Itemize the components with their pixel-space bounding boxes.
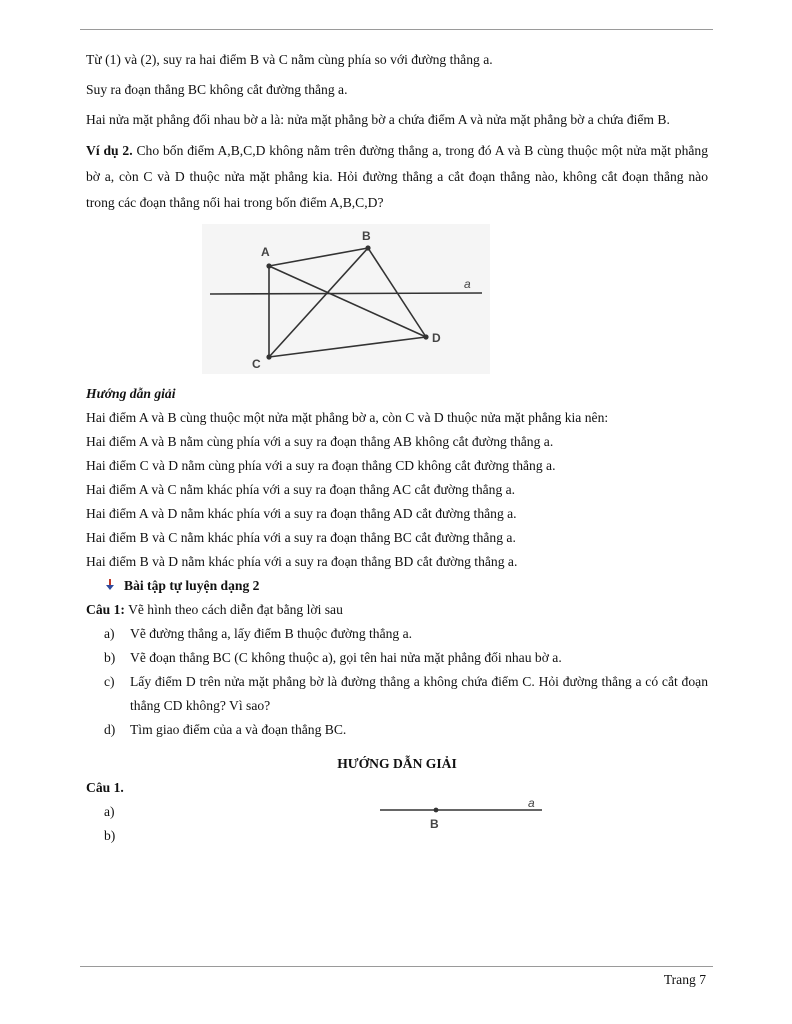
exercise-heading: Bài tập tự luyện dạng 2 <box>124 578 260 593</box>
header-rule <box>80 29 713 30</box>
solution-line: Hai điểm A và C nằm khác phía với a suy ra đoạn thẳng AC cắt đường thẳng a. <box>86 482 516 497</box>
list-item <box>104 718 708 742</box>
answer-a-label: a) <box>104 804 115 819</box>
list-item <box>104 646 708 670</box>
answer-labels <box>104 800 224 848</box>
question-1 <box>86 598 708 622</box>
line-1: Từ (1) và (2), suy ra hai điểm B và C nằm cùng phía so với đường thẳng a. <box>86 52 493 67</box>
label-c: C <box>252 357 261 371</box>
line-2: Suy ra đoạn thẳng BC không cắt đường thẳng a. <box>86 82 348 97</box>
item-label: a) <box>104 626 115 641</box>
solution-line: Hai điểm A và B cùng thuộc một nửa mặt phẳng bờ a, còn C và D thuộc nửa mặt phẳng kia nên: <box>86 410 609 425</box>
item-label: c) <box>104 674 115 689</box>
line-a <box>210 293 482 294</box>
example-label: Ví dụ 2. <box>86 143 133 158</box>
answer-parts <box>86 800 708 848</box>
exercise-heading-row <box>86 574 708 598</box>
point-b <box>434 808 439 813</box>
item-text: Vẽ đoạn thẳng BC (C không thuộc a), gọi tên hai nửa mặt phẳng đối nhau bờ a. <box>130 650 562 665</box>
answer-heading: HƯỚNG DẪN GIẢI <box>337 756 457 771</box>
item-text: Tìm giao điểm của a và đoạn thẳng BC. <box>130 722 347 737</box>
figure-background <box>202 224 490 374</box>
label-b: B <box>430 817 439 831</box>
item-label: d) <box>104 722 116 737</box>
solution-line: Hai điểm B và C nằm khác phía với a suy ra đoạn thẳng BC cắt đường thẳng a. <box>86 530 516 545</box>
label-d: D <box>432 331 441 345</box>
question-1-label: Câu 1: <box>86 602 125 617</box>
answer-question-label: Câu 1. <box>86 780 124 795</box>
solution-line: Hai điểm C và D nằm cùng phía với a suy ra đoạn thẳng CD không cắt đường thẳng a. <box>86 458 556 473</box>
page-content <box>86 48 708 848</box>
pointer-bullet-icon <box>104 579 116 591</box>
label-line-a: a <box>464 277 471 291</box>
page-number: Trang 7 <box>663 972 706 987</box>
solution-heading: Hướng dẫn giải <box>86 386 176 401</box>
label-a: A <box>261 245 270 259</box>
label-line-a: a <box>528 800 535 810</box>
list-item <box>104 622 708 646</box>
example-text: Cho bốn điểm A,B,C,D không nằm trên đường thẳng a, trong đó A và B cùng thuộc một nửa mặt phẳng bờ a, còn C và D thuộc nửa mặt phẳng kia. Hỏi đường thẳng a cắt đoạn thẳng nào, không cắt đoạn thẳng nào trong các đoạn thẳng nối hai trong bốn điểm A,B,C,D? <box>86 143 709 210</box>
question-1-text: Vẽ hình theo cách diễn đạt bằng lời sau <box>128 602 343 617</box>
line-3: Hai nửa mặt phẳng đối nhau bờ a là: nửa mặt phẳng bờ a chứa điểm A và nửa mặt phẳng bờ a chứa điểm B. <box>86 112 670 127</box>
figure-four-points <box>86 224 708 376</box>
point-b <box>365 245 370 250</box>
item-text: Lấy điểm D trên nửa mặt phẳng bờ là đường thẳng a không chứa điểm C. Hỏi đường thẳng a có cắt đoạn thẳng CD không? Vì sao? <box>130 674 708 713</box>
item-label: b) <box>104 650 116 665</box>
solution-line: Hai điểm A và D nằm khác phía với a suy ra đoạn thẳng AD cắt đường thẳng a. <box>86 506 517 521</box>
answer-b-label: b) <box>104 828 116 843</box>
question-1-items <box>86 622 708 742</box>
example-2 <box>86 138 708 216</box>
item-text: Vẽ đường thẳng a, lấy điểm B thuộc đường thẳng a. <box>130 626 413 641</box>
figure-line-a-point-b <box>374 800 574 834</box>
footer-rule <box>80 966 713 967</box>
point-c <box>266 354 271 359</box>
point-d <box>423 334 428 339</box>
solution-lines <box>86 406 708 574</box>
point-a <box>266 263 271 268</box>
solution-line: Hai điểm A và B nằm cùng phía với a suy ra đoạn thẳng AB không cắt đường thẳng a. <box>86 434 554 449</box>
label-b: B <box>362 229 371 243</box>
list-item <box>104 670 708 718</box>
solution-line: Hai điểm B và D nằm khác phía với a suy ra đoạn thẳng BD cắt đường thẳng a. <box>86 554 518 569</box>
